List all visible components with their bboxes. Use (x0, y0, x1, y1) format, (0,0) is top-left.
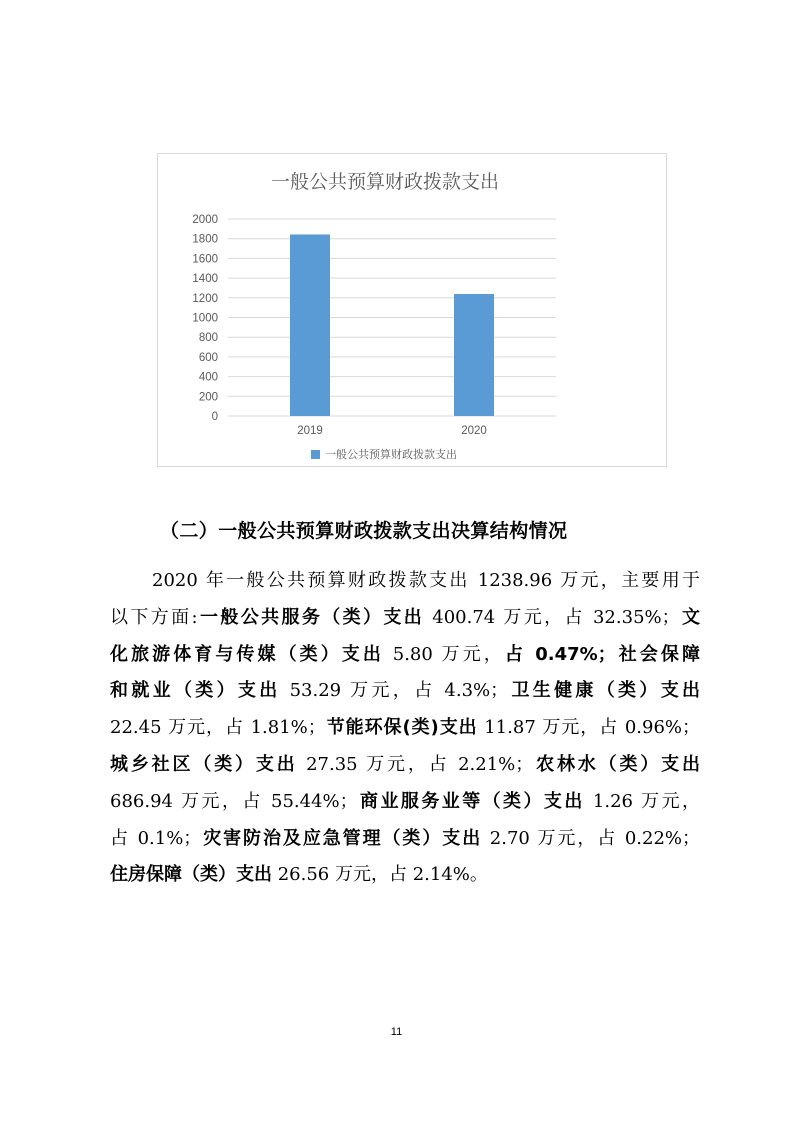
x-tick-label: 2020 (461, 425, 487, 437)
text-segment: 以下方面: (110, 607, 198, 628)
x-tick-label: 2019 (297, 425, 323, 437)
y-tick-label: 1000 (192, 312, 218, 325)
paragraph-line (110, 787, 700, 813)
y-tick-label: 200 (198, 391, 218, 404)
bar-2020 (454, 294, 494, 416)
y-tick-label: 1600 (192, 253, 218, 266)
category-label: 化旅游体育与传媒（类）支出 (110, 644, 384, 665)
chart-svg (158, 154, 666, 466)
text-segment: 占 0.1%； (110, 828, 202, 849)
text-segment: 27.35 万元，占 2.21%； (297, 754, 534, 775)
bars (290, 234, 494, 416)
category-label: 商业服务业等（类）支出 (357, 791, 585, 812)
y-tick-label: 1200 (192, 292, 218, 305)
text-segment: 53.29 万元，占 4.3%； (280, 680, 509, 701)
bar-2019 (290, 234, 330, 416)
y-tick-label: 1800 (192, 233, 218, 246)
page-number: 11 (390, 1026, 403, 1038)
legend-label: 一般公共预算财政拨款支出 (325, 448, 457, 461)
paragraph-line (152, 566, 700, 592)
text-segment: 11.87 万元，占 0.96%； (477, 717, 700, 738)
category-label: 和就业（类）支出 (110, 680, 281, 701)
text-segment: 686.94 万元，占 55.44%； (110, 791, 358, 812)
category-label: 灾害防治及应急管理（类）支出 (201, 828, 483, 849)
category-label: 住房保障（类）支出 (110, 864, 272, 885)
y-tick-label: 2000 (192, 214, 218, 226)
legend (311, 447, 457, 461)
text-segment: 2.70 万元，占 0.22%； (482, 828, 700, 849)
paragraph-line (110, 860, 700, 886)
paragraph-line (110, 750, 700, 776)
category-label: 农林水（类）支出 (533, 754, 700, 775)
paragraph-line (110, 824, 700, 850)
legend-swatch (311, 450, 320, 459)
paragraph-line (110, 640, 700, 666)
category-label: 节能环保(类)支出 (325, 717, 478, 738)
text-segment: 1.26 万元， (584, 791, 700, 812)
category-label: 一般公共服务（类）支出 (197, 607, 425, 628)
text-segment: 5.80 万元， (383, 644, 505, 665)
x-axis-ticks (297, 425, 487, 437)
text-segment: 2020 年一般公共预算财政拨款支出 1238.96 万元，主要用于 (152, 570, 700, 591)
bar-chart (157, 153, 667, 467)
y-tick-label: 400 (198, 371, 218, 384)
text-segment: 26.56 万元，占 2.14%。 (272, 864, 488, 885)
section-heading: （二）一般公共预算财政拨款支出决算结构情况 (160, 520, 568, 542)
gridlines (228, 219, 556, 416)
paragraph-line (110, 713, 700, 739)
text-segment: 400.74 万元，占 32.35%； (424, 607, 680, 628)
category-label: 占 0.47%；社会保障 (504, 644, 700, 665)
y-tick-label: 0 (211, 411, 218, 423)
paragraph-line (110, 676, 700, 702)
paragraph-line (110, 603, 700, 629)
y-tick-label: 800 (198, 332, 218, 345)
y-tick-label: 600 (198, 351, 218, 364)
y-tick-label: 1400 (192, 273, 218, 286)
category-label: 卫生健康（类）支出 (508, 680, 701, 701)
y-axis-ticks (192, 214, 218, 423)
chart-title: 一般公共预算财政拨款支出 (270, 171, 500, 193)
category-label: 文 (679, 607, 701, 628)
text-segment: 22.45 万元，占 1.81%； (110, 717, 326, 738)
category-label: 城乡社区（类）支出 (110, 754, 298, 775)
